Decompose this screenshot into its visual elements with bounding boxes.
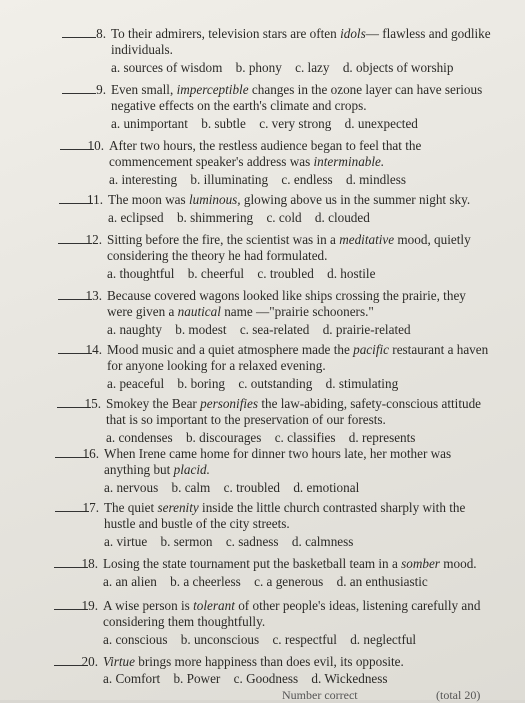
vocabulary-term: Virtue: [103, 654, 135, 669]
vocabulary-term: placid.: [173, 462, 210, 477]
answer-options: [107, 376, 408, 392]
option-b: b. Power: [173, 671, 221, 686]
answer-options: [109, 172, 416, 188]
question-stem: Sitting before the fire, the scientist was in a meditative mood, quietly considering the theory he had formulated.: [107, 232, 471, 263]
question-number: 16.: [82, 446, 99, 461]
question-number: 18.: [81, 556, 98, 571]
question-stem: Mood music and a quiet atmosphere made the pacific restaurant a haven for anyone looking for a relaxed evening.: [107, 342, 489, 373]
option-d: d. hostile: [327, 266, 376, 281]
vocabulary-term: idols: [340, 26, 366, 41]
option-c: c. cold: [266, 210, 302, 225]
question-number: 12.: [85, 232, 102, 247]
option-d: d. an enthusiastic: [336, 574, 428, 589]
option-a: a. interesting: [109, 172, 178, 187]
option-c: c. outstanding: [238, 376, 313, 391]
question-number: 8.: [96, 26, 106, 41]
option-a: a. thoughtful: [107, 266, 175, 281]
answer-options: [107, 266, 385, 282]
answer-options: [104, 534, 363, 550]
question-number: 19.: [81, 598, 98, 613]
vocabulary-term: pacific: [353, 342, 389, 357]
option-d: d. mindless: [345, 172, 407, 187]
option-a: a. nervous: [104, 480, 159, 495]
option-b: b. boring: [177, 376, 226, 391]
option-d: d. stimulating: [325, 376, 399, 391]
option-c: c. troubled: [257, 266, 314, 281]
option-b: b. modest: [175, 322, 227, 337]
option-d: d. clouded: [314, 210, 370, 225]
answer-options: [111, 116, 428, 132]
number-correct-label: Number correct: [282, 688, 358, 702]
option-a: a. Comfort: [103, 671, 161, 686]
option-d: d. Wickedness: [311, 671, 388, 686]
question-stem: The quiet serenity inside the little church contrasted sharply with the hustle and bustle of the city streets.: [104, 500, 466, 531]
question-number: 15.: [84, 396, 101, 411]
option-b: b. phony: [235, 60, 282, 75]
answer-options: [108, 210, 380, 226]
question-stem: Smokey the Bear personifies the law-abiding, safety-conscious attitude that is so important to the preservation of our forests.: [106, 396, 482, 427]
answer-options: [103, 671, 398, 687]
vocabulary-term: interminable.: [313, 154, 385, 169]
question-number: 14.: [85, 342, 102, 357]
question-stem: The moon was luminous, glowing above us in the summer night sky.: [108, 192, 471, 207]
question-stem: Because covered wagons looked like ships crossing the prairie, they were given a nautical name —"prairie schooners.": [107, 288, 466, 319]
answer-options: [103, 632, 426, 648]
option-a: a. peaceful: [107, 376, 165, 391]
question-number: 17.: [82, 500, 99, 515]
option-b: b. unconscious: [180, 632, 260, 647]
vocabulary-term: serenity: [157, 500, 199, 515]
answer-options: [107, 322, 421, 338]
option-c: c. Goodness: [233, 671, 299, 686]
answer-options: [103, 574, 438, 590]
option-c: c. sadness: [225, 534, 279, 549]
question-stem: Even small, imperceptible changes in the ozone layer can have serious negative effects on the earth's climate and crops.: [111, 82, 483, 113]
answer-options: [106, 430, 425, 446]
option-a: a. virtue: [104, 534, 148, 549]
question-stem: After two hours, the restless audience began to feel that the commencement speaker's address was interminable.: [109, 138, 422, 169]
option-a: a. unimportant: [111, 116, 188, 131]
vocabulary-term: tolerant: [193, 598, 235, 613]
option-c: c. respectful: [272, 632, 337, 647]
option-a: a. an alien: [103, 574, 157, 589]
vocabulary-term: imperceptible: [176, 82, 249, 97]
option-c: c. endless: [281, 172, 333, 187]
option-c: c. very strong: [259, 116, 332, 131]
option-a: a. eclipsed: [108, 210, 164, 225]
total-label: (total 20): [436, 688, 481, 702]
vocabulary-term: somber: [401, 556, 440, 571]
option-d: d. represents: [348, 430, 416, 445]
option-c: c. lazy: [295, 60, 330, 75]
question-stem: A wise person is tolerant of other people's ideas, listening carefully and considering them thoughtfully.: [103, 598, 481, 629]
option-b: b. discourages: [185, 430, 262, 445]
option-d: d. calmness: [291, 534, 354, 549]
option-c: c. a generous: [254, 574, 324, 589]
option-d: d. emotional: [293, 480, 360, 495]
option-c: c. classifies: [274, 430, 336, 445]
question-stem: To their admirers, television stars are often idols— flawless and godlike individuals.: [111, 26, 491, 57]
vocabulary-term: meditative: [339, 232, 395, 247]
question-number: 9.: [96, 82, 106, 97]
vocabulary-term: personifies: [200, 396, 259, 411]
option-a: a. naughty: [107, 322, 162, 337]
option-b: b. subtle: [201, 116, 246, 131]
option-c: c. sea-related: [239, 322, 310, 337]
option-a: a. sources of wisdom: [111, 60, 223, 75]
option-b: b. cheerful: [187, 266, 245, 281]
question-stem: Virtue brings more happiness than does evil, its opposite.: [103, 654, 404, 669]
question-number: 11.: [87, 192, 103, 207]
question-number: 20.: [81, 654, 98, 669]
question-stem: When Irene came home for dinner two hours late, her mother was anything but placid.: [104, 446, 452, 477]
option-d: d. unexpected: [344, 116, 418, 131]
option-b: b. calm: [171, 480, 211, 495]
answer-options: [104, 480, 369, 496]
question-number: 10.: [87, 138, 104, 153]
option-a: a. conscious: [103, 632, 168, 647]
answer-options: [111, 60, 463, 76]
option-d: d. neglectful: [350, 632, 417, 647]
question-number: 13.: [85, 288, 102, 303]
option-a: a. condenses: [106, 430, 173, 445]
option-b: b. illuminating: [190, 172, 269, 187]
option-b: b. sermon: [160, 534, 213, 549]
vocabulary-term: luminous,: [188, 192, 241, 207]
option-b: b. shimmering: [176, 210, 254, 225]
option-b: b. a cheerless: [170, 574, 241, 589]
vocabulary-term: nautical: [177, 304, 221, 319]
option-d: d. prairie-related: [322, 322, 411, 337]
option-d: d. objects of worship: [342, 60, 454, 75]
question-stem: Losing the state tournament put the basketball team in a somber mood.: [103, 556, 477, 571]
option-c: c. troubled: [223, 480, 281, 495]
